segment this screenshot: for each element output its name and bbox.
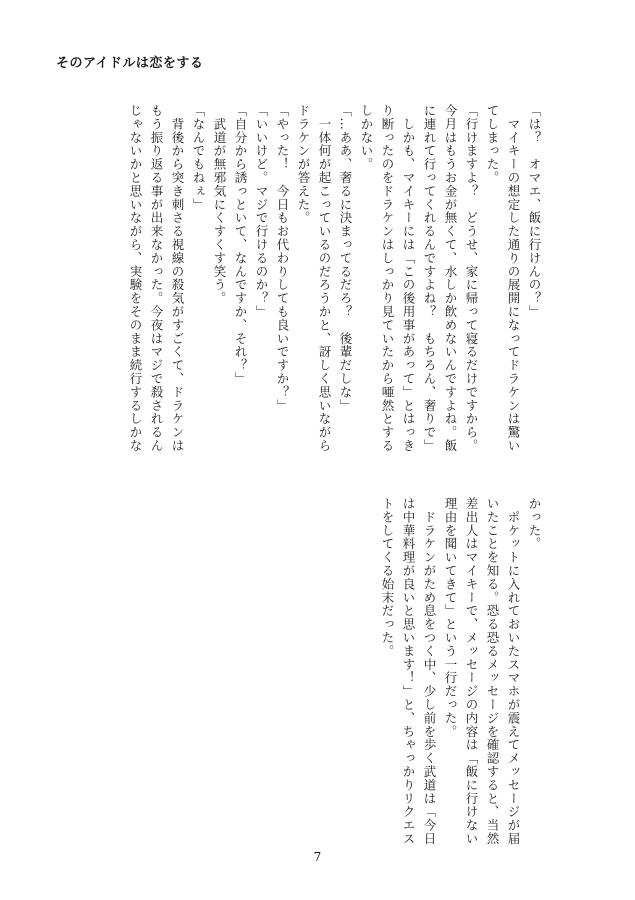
text-line: てしまった。: [485, 104, 500, 185]
text-line: しかも、マイキーには「この後用事があって」とはっき: [401, 104, 416, 453]
text-line: に連れて行ってくれるんですよね？ もちろん、奢りで」: [422, 104, 437, 453]
text-line: 「行けますよ？ どうせ、家に帰って寝るだけですから。: [464, 104, 479, 453]
text-line: いたことを知る。恐る恐るメッセージを確認すると、当然: [485, 497, 500, 846]
text-line: トをしてくる始末だった。: [380, 497, 395, 658]
text-line: り断ったのをドラケンはしっかり見ていたから唖然とする: [380, 104, 395, 453]
text-line: 武道が無邪気にくすくす笑う。: [212, 104, 227, 305]
text-line: 「は？ オマエ、飯に行けんの？」: [527, 104, 542, 319]
text-line: 「自分から誘っといて、なんですか、それ？」: [233, 104, 248, 386]
text-line: ドラケンがため息をつく中、少し前を歩く武道は「今日: [422, 497, 437, 846]
body-text-top-block: [125, 104, 545, 462]
text-line: 「なんでもねぇ」: [191, 104, 206, 212]
text-line: 「やった！ 今日もお代わりしても良いですか？」: [275, 104, 290, 413]
page-number: 7: [313, 850, 322, 864]
text-line: じゃないかと思いながら、実験をそのまま続行するしかな: [128, 104, 143, 453]
text-line: 一体何が起こっているのだろうかと、訝しく思いながら: [317, 104, 332, 453]
text-line: ドラケンが答えた。: [296, 104, 311, 225]
text-line: 理由を聞いてきて」という一行だった。: [443, 497, 458, 739]
body-text-bottom-block: [377, 497, 545, 855]
text-line: かった。: [527, 497, 542, 551]
text-line: 「…ああ、奢るに決まってるだろ？ 後輩だしな」: [338, 104, 353, 413]
text-line: 背後から突き刺さる視線の殺気がすごくて、ドラケンは: [170, 104, 185, 453]
text-line: もう振り返る事が出来なかった。今夜はマジで殺されるん: [149, 104, 164, 453]
text-line: ポケットに入れておいたスマホが震えてメッセージが届: [506, 497, 521, 846]
text-line: 差出人はマイキーで、メッセージの内容は「飯に行けない: [464, 497, 479, 846]
running-header-title: そのアイドルは恋をする: [56, 56, 204, 71]
text-line: 今月はもうお金が無くて、水しか飲めないんですよね。飯: [443, 104, 458, 453]
text-line: は中華料理が良いと思います！」と、ちゃっかりリクエス: [401, 497, 416, 846]
text-line: 「いいけど。マジで行けるのか？」: [254, 104, 269, 319]
text-line: しかない。: [359, 104, 374, 171]
text-line: マイキーの想定した通りの展開になってドラケンは驚い: [506, 104, 521, 453]
